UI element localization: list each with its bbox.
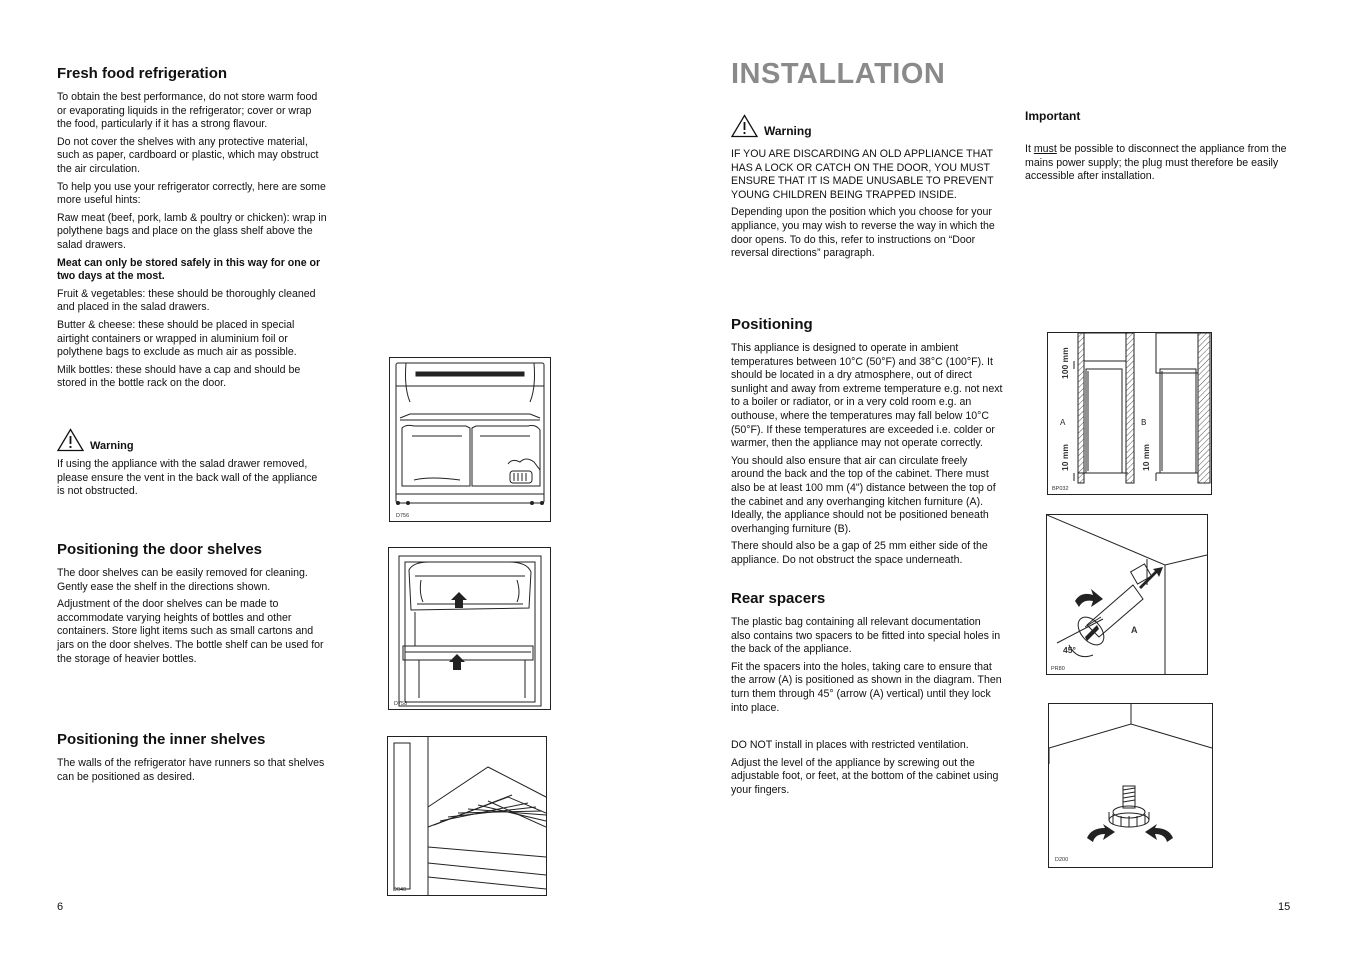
paragraph: Butter & cheese: these should be placed in special airtight containers or wrapped in aluminium foil or polythene bags to exclude as much air as possible.: [57, 318, 297, 359]
paragraph: To obtain the best performance, do not store warm food or evaporating liquids in the refrigerator; cover or wrap the food, particularly if it has a strong flavour.: [57, 91, 318, 131]
positioning-heading: Positioning: [731, 316, 813, 333]
paragraph: Raw meat (beef, pork, lamb & poultry or chicken): wrap in polythene bags and place on the glass shelf above the salad drawers.: [57, 211, 327, 251]
paragraph: The door shelves can be easily removed for cleaning. Gently ease the shelf in the directions shown.: [57, 567, 308, 593]
paragraph: Do not cover the shelves with any protective material, such as paper, cardboard or plastic, which may obstruct the air circulation.: [57, 135, 319, 175]
positioning-section: [731, 316, 1003, 568]
paragraph: The walls of the refrigerator have runners so that shelves can be positioned as desired.: [57, 757, 325, 783]
salad-drawer-illustration: [389, 357, 551, 522]
warning-label: Warning: [764, 124, 812, 138]
fresh-food-heading: Fresh food refrigeration: [57, 65, 228, 82]
paragraph: Milk bottles: these should have a cap and should be stored in the bottle rack on the door.: [57, 363, 301, 390]
right-warning: [731, 114, 1003, 261]
important-text: It must be possible to disconnect the appliance from the mains power supply; the plug must therefore be easily accessible after installation.: [1025, 143, 1287, 183]
important-heading: Important: [1025, 109, 1081, 123]
warning-label: Warning: [90, 440, 134, 452]
label-a: A: [1060, 418, 1066, 428]
door-shelves-section: [57, 541, 329, 666]
warning-text: Depending upon the position which you choose for your appliance, you may wish to reverse the way in which the door opens. To do this, refer to instructions on “Door reversal directions” paragraph.: [731, 206, 995, 260]
adjustable-foot-diagram: [1048, 703, 1213, 868]
bold-paragraph: Meat can only be stored safely in this way for one or two days at the most.: [57, 256, 321, 283]
figure-code: D756: [396, 513, 410, 519]
warning-triangle-icon: [57, 428, 84, 452]
page-number-left: 6: [57, 901, 64, 913]
door-shelves-heading: Positioning the door shelves: [57, 541, 263, 558]
inner-shelves-heading: Positioning the inner shelves: [57, 731, 266, 748]
left-warning: [57, 428, 327, 499]
inner-shelves-section: [57, 731, 329, 784]
clearance-diagram: [1047, 332, 1212, 495]
paragraph: There should also be a gap of 25 mm either side of the appliance. Do not obstruct the space underneath.: [731, 540, 988, 566]
paragraph: Adjustment of the door shelves can be made to accommodate varying heights of bottles and other containers. Store light items such as small cartons and jars on the door shelves. The bottle shelf can be used for the storage of heavier bottles.: [57, 598, 324, 665]
paragraph: To help you use your refrigerator correctly, here are some more useful hints:: [57, 180, 326, 207]
paragraph: This appliance is designed to operate in ambient temperatures between 10°C (50°F) and 38°C (100°F). It should be located in a dry atmosphere, out of direct sunlight and away from extreme temperature e.g. not next to a boiler or radiator, or in a very cold room e.g. an outhouse, where the temperatures may fall below 10°C (50°F). If these temperatures are exceeded i.e. colder or warmer, then the appliance may not operate correctly.: [731, 342, 1003, 450]
inner-shelves-illustration: [387, 736, 547, 896]
page-title: INSTALLATION: [731, 58, 946, 90]
warning-text: If using the appliance with the salad drawer removed, please ensure the vent in the back wall of the appliance is not obstructed.: [57, 458, 318, 498]
figure-code: D040: [393, 887, 407, 893]
paragraph: DO NOT install in places with restricted ventilation.: [731, 739, 969, 751]
dimension-label-100mm: 100 mm: [1060, 347, 1070, 379]
paragraph: The plastic bag containing all relevant documentation also contains two spacers to be fitted into special holes in the back of the appliance.: [731, 616, 1001, 656]
paragraph: Fruit & vegetables: these should be thoroughly cleaned and placed in the salad drawers.: [57, 287, 316, 314]
rear-spacers-section: [731, 590, 1003, 715]
label-a: A: [1131, 625, 1138, 635]
fresh-food-section: [57, 65, 329, 391]
label-b: B: [1141, 418, 1147, 428]
warning-caps-text: IF YOU ARE DISCARDING AN OLD APPLIANCE THAT HAS A LOCK OR CATCH ON THE DOOR, YOU MUST ENSURE THAT IT IS MADE UNUSABLE TO PREVENT YOUNG CHILDREN BEING TRAPPED INSIDE.: [731, 148, 994, 201]
angle-label: 45°: [1063, 645, 1076, 655]
warning-triangle-icon: [731, 114, 758, 138]
figure-code: BP032: [1052, 486, 1069, 492]
paragraph: Fit the spacers into the holes, taking care to ensure that the arrow (A) is positioned as shown in the diagram. Then turn them through 45° (arrow (A) vertical) until they lock into place.: [731, 660, 1002, 714]
important-section: [1025, 109, 1295, 184]
dimension-label-10mm: 10 mm: [1141, 444, 1151, 471]
page-number-right: 15: [1278, 901, 1291, 913]
rear-spacers-heading: Rear spacers: [731, 590, 826, 607]
figure-code: D758: [394, 701, 408, 707]
door-shelves-illustration: [388, 547, 551, 710]
rear-spacer-diagram: [1046, 514, 1208, 675]
figure-code: D200: [1055, 857, 1069, 863]
dimension-label-10mm: 10 mm: [1060, 444, 1070, 471]
ventilation-section: [731, 739, 1003, 797]
paragraph: You should also ensure that air can circulate freely around the back and the top of the cabinet. There must also be at least 100 mm (4") distance between the top of the cabinet and any overhanging kitchen furniture (A). Ideally, the appliance should not be positioned beneath overhanging furniture (B).: [731, 454, 996, 535]
paragraph: Adjust the level of the appliance by screwing out the adjustable foot, or feet, at the bottom of the cabinet using your fingers.: [731, 756, 999, 796]
figure-code: PR80: [1051, 666, 1065, 672]
